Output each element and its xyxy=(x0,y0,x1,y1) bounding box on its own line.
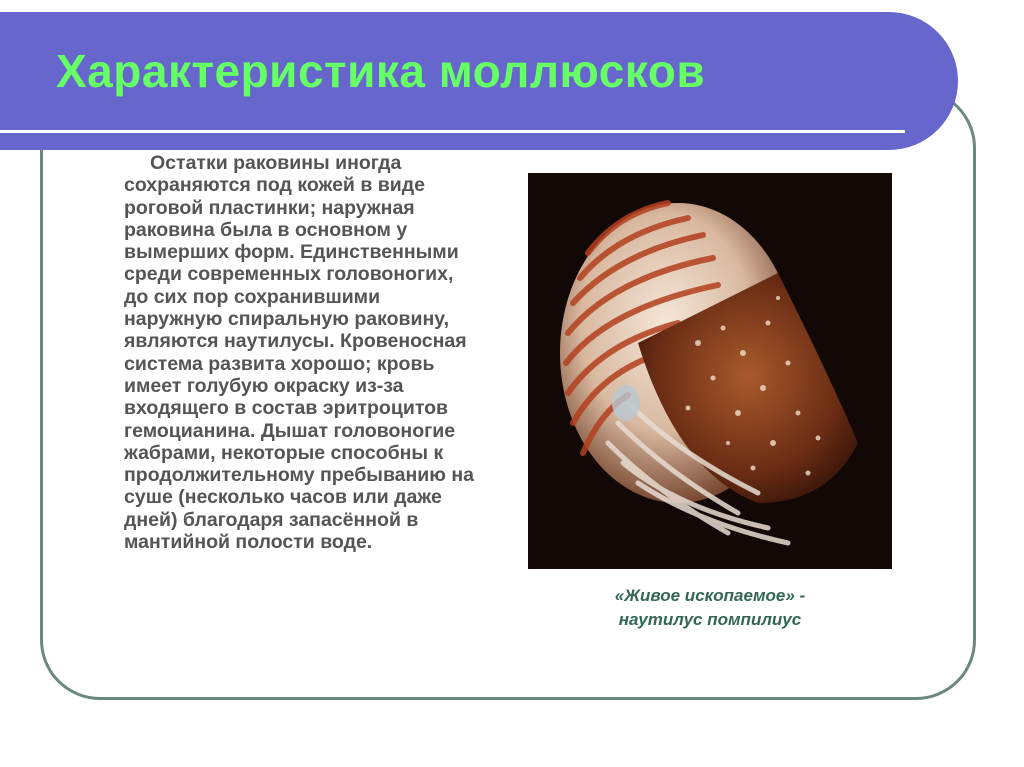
photo-caption xyxy=(560,584,860,632)
title-underline xyxy=(0,130,905,133)
slide-title: Характеристика моллюсков xyxy=(56,45,706,97)
caption-line-2: наутилус помпилиус xyxy=(618,610,802,629)
nautilus-photo xyxy=(528,173,892,569)
caption-line-1: «Живое ископаемое» - xyxy=(614,586,806,605)
eye-shape xyxy=(612,385,640,421)
body-paragraph: Остатки раковины иногда сохраняются под кожей в виде роговой пластинки; наружная раковина была в основном у вымерших форм. Единственными среди современных головоногих, до сих пор сохранившими наружную спиральную раковину, являются наутилусы. Кровеносная система развита хорошо; кровь имеет голубую окраску из-за входящего в состав эритроцитов гемоцианина. Дышат головоногие жабрами, некоторые способны к продолжительному пребыванию на суше (несколько часов или даже дней) благодаря запасённой в мантийной полости воде. xyxy=(124,152,474,554)
